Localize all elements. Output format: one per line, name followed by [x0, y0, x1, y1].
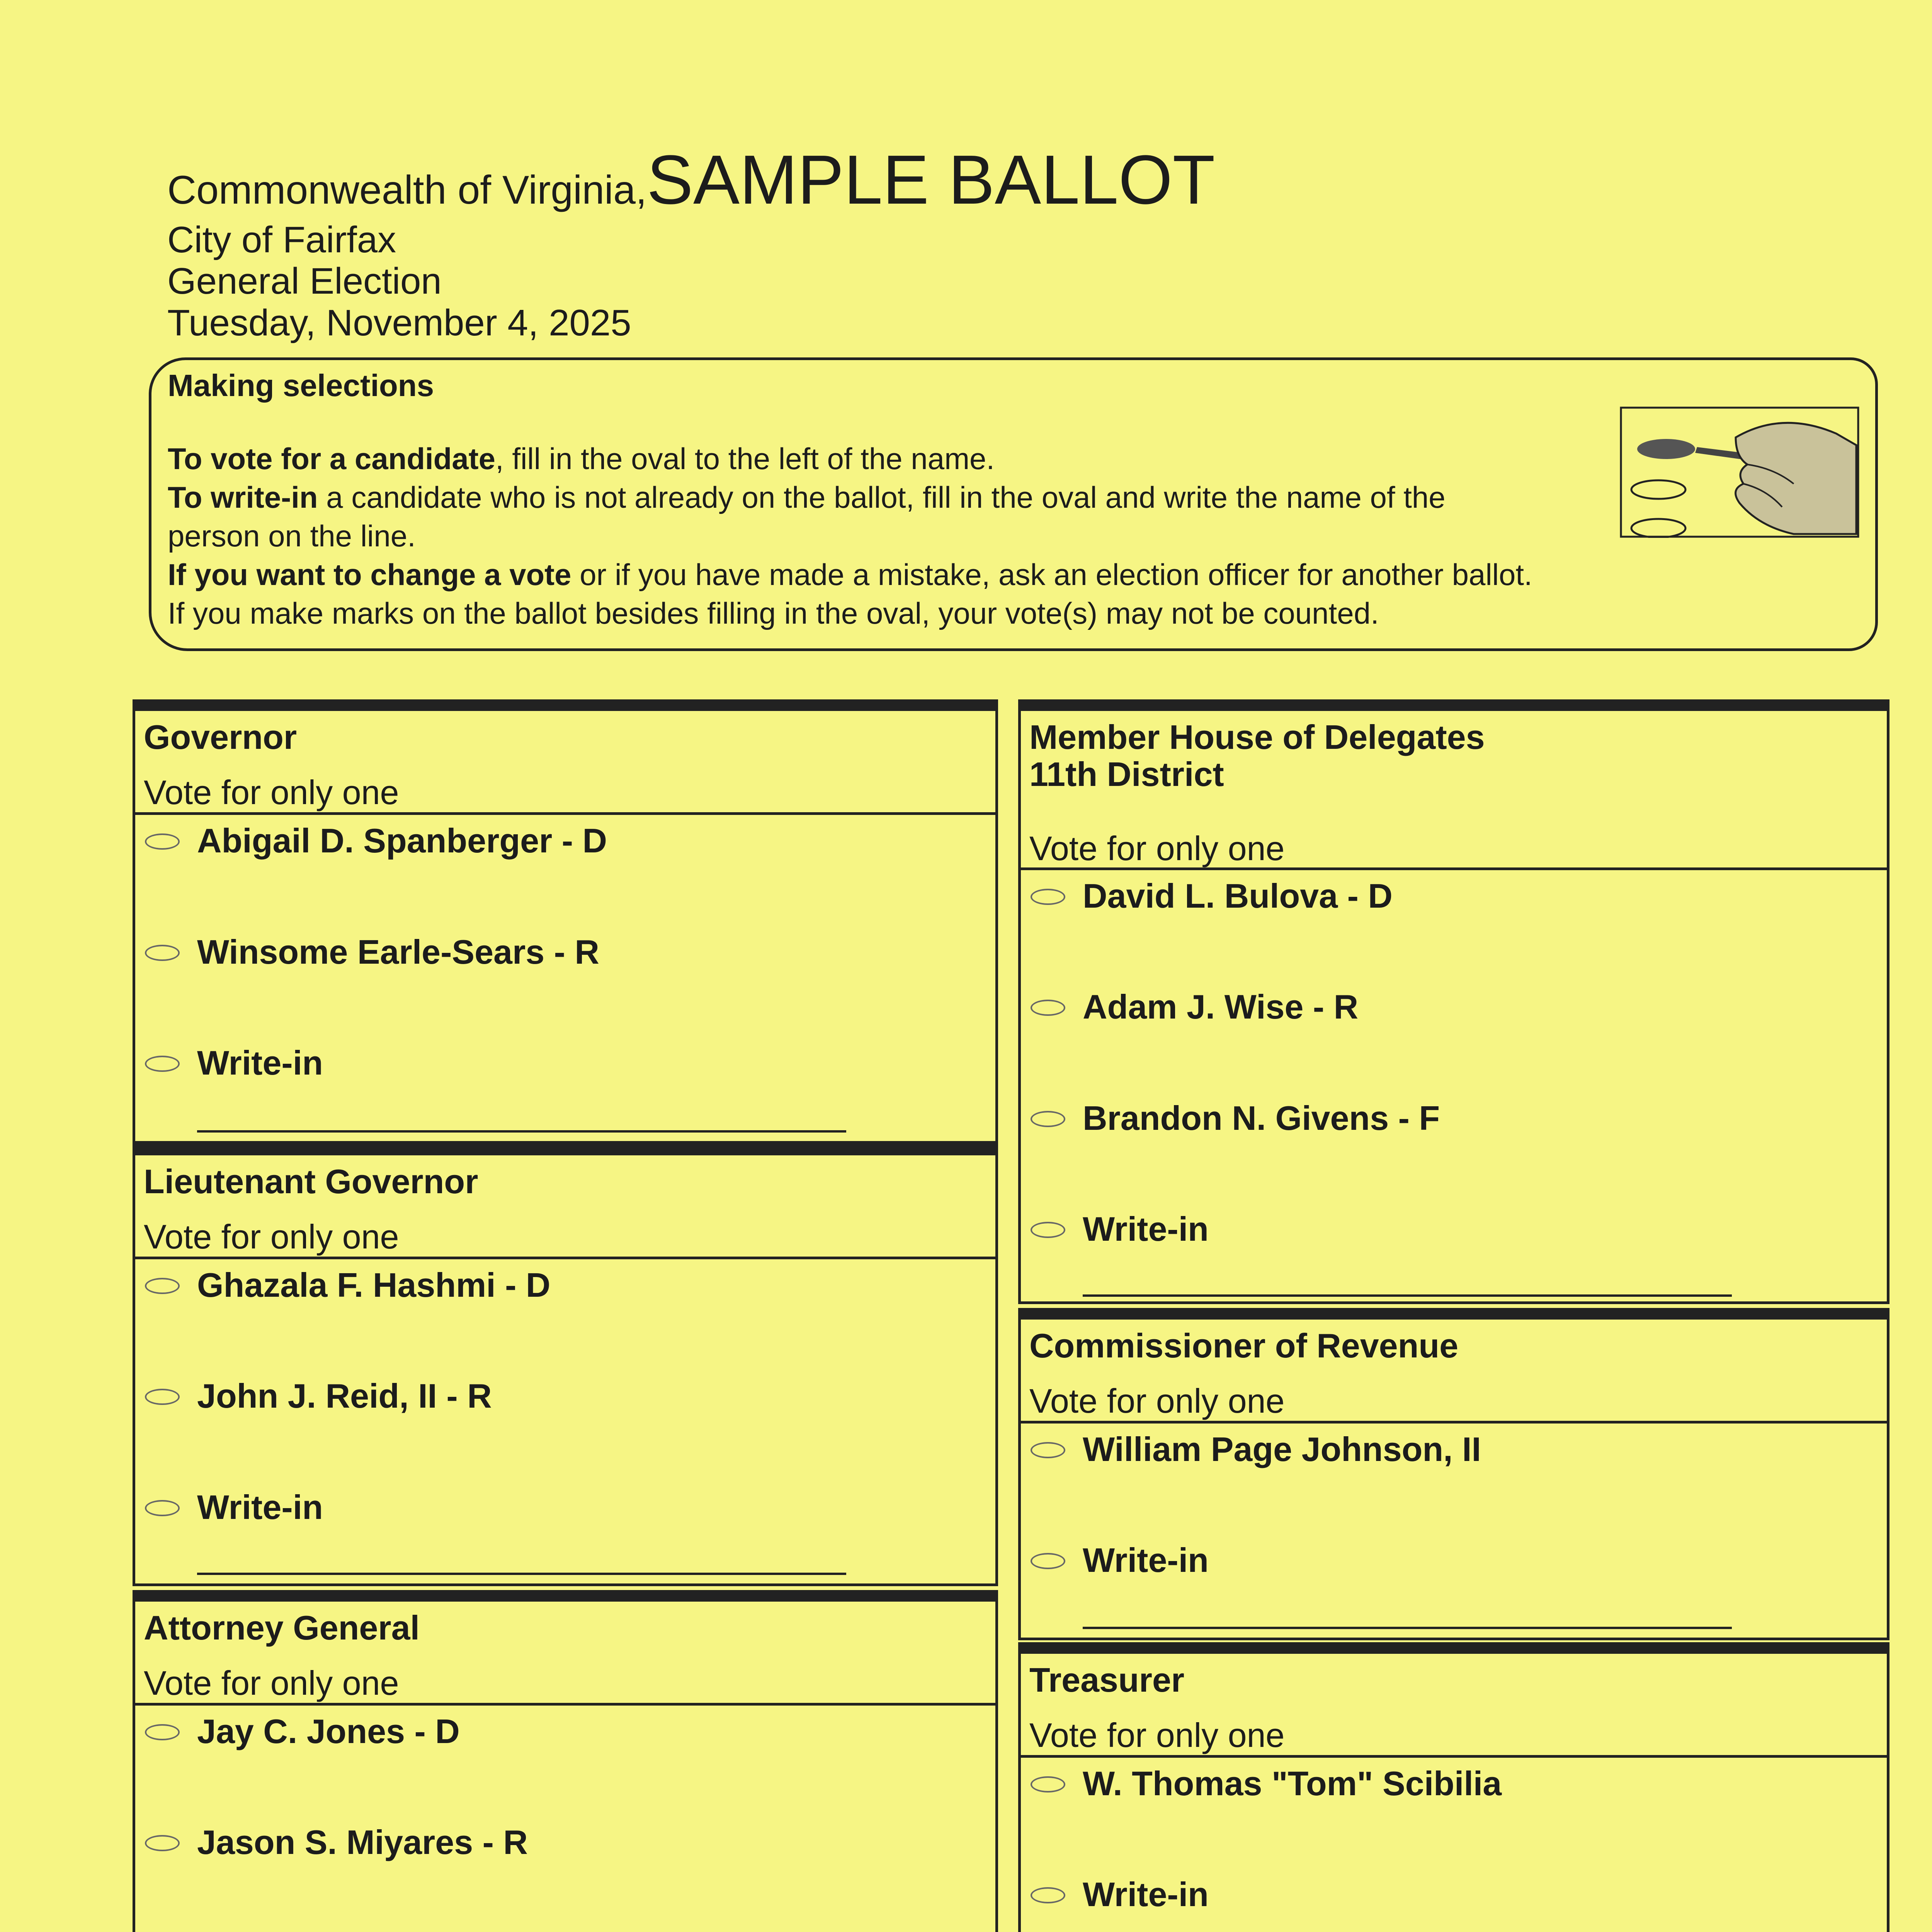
candidate-name: John J. Reid, II - R — [197, 1377, 492, 1415]
contest-title: Treasurer — [1029, 1661, 1185, 1699]
contest-title: Lieutenant Governor — [144, 1162, 478, 1201]
candidate-option[interactable] — [1021, 1099, 1832, 1137]
instruction-change: If you want to change a vote or if you have made a mistake, ask an election officer for another ballot. — [168, 558, 1532, 592]
contest-divider — [1021, 1421, 1887, 1423]
instructions-title: Making selections — [168, 368, 434, 403]
vote-oval[interactable] — [145, 1389, 180, 1405]
instruction-writein-cont: person on the line. — [168, 519, 416, 553]
write-in-line[interactable] — [1083, 1627, 1732, 1629]
candidate-name: Jason S. Miyares - R — [197, 1823, 528, 1861]
candidate-name: Winsome Earle-Sears - R — [197, 933, 599, 971]
vote-oval[interactable] — [1031, 1111, 1065, 1127]
vote-oval[interactable] — [145, 1056, 180, 1072]
instruction-writein: To write-in a candidate who is not already on the ballot, fill in the oval and write the name of the — [168, 480, 1446, 514]
election-label: General Election — [167, 260, 442, 302]
vote-oval[interactable] — [145, 1835, 180, 1851]
vote-oval[interactable] — [1031, 1553, 1065, 1569]
candidate-option[interactable] — [135, 821, 947, 860]
vote-oval[interactable] — [1031, 1887, 1065, 1903]
write-in-option[interactable] — [1021, 1875, 1832, 1913]
contest-title: Governor — [144, 718, 297, 756]
contest-district: 11th District — [1029, 755, 1224, 793]
instruction-marks: If you make marks on the ballot besides filling in the oval, your vote(s) may not be counted. — [168, 596, 1379, 630]
instructions-text — [168, 439, 1636, 633]
contest-instruction: Vote for only one — [144, 1664, 399, 1702]
contest-divider — [135, 1257, 995, 1259]
vote-oval[interactable] — [1031, 1442, 1065, 1458]
ballot-header — [167, 141, 1215, 344]
write-in-option[interactable] — [135, 1488, 947, 1526]
write-in-line[interactable] — [197, 1573, 846, 1575]
vote-oval[interactable] — [145, 1500, 180, 1516]
election-date: Tuesday, November 4, 2025 — [167, 302, 631, 344]
write-in-option[interactable] — [135, 1043, 947, 1082]
vote-oval[interactable] — [1031, 1776, 1065, 1793]
contest-divider — [1021, 867, 1887, 870]
contest-treasurer — [1018, 1642, 1889, 1932]
candidate-option[interactable] — [135, 1376, 947, 1415]
city-label: City of Fairfax — [167, 219, 396, 260]
contest-title: Commissioner of Revenue — [1029, 1327, 1459, 1365]
commonwealth-label: Commonwealth of Virginia, — [167, 168, 647, 213]
write-in-option[interactable] — [1021, 1209, 1832, 1248]
contest-lieutenant-governor — [133, 1144, 998, 1586]
vote-oval[interactable] — [145, 1724, 180, 1740]
contest-commissioner-of-revenue — [1018, 1308, 1889, 1640]
instructions-box — [149, 357, 1878, 651]
vote-oval[interactable] — [1031, 1222, 1065, 1238]
header-line-1 — [167, 141, 1215, 219]
candidate-option[interactable] — [135, 932, 947, 971]
hand-filling-oval-icon — [1620, 406, 1859, 538]
candidate-name: Abigail D. Spanberger - D — [197, 821, 607, 860]
write-in-line[interactable] — [197, 1130, 846, 1133]
write-in-line[interactable] — [1083, 1294, 1732, 1297]
write-in-label: Write-in — [1083, 1541, 1209, 1579]
write-in-label: Write-in — [197, 1044, 323, 1082]
candidate-option[interactable] — [135, 1712, 947, 1750]
instruction-vote: To vote for a candidate, fill in the oval to the left of the name. — [168, 442, 995, 476]
write-in-label: Write-in — [1083, 1210, 1209, 1248]
write-in-option[interactable] — [1021, 1541, 1832, 1579]
candidate-option[interactable] — [1021, 1430, 1832, 1468]
ballot-title: SAMPLE BALLOT — [646, 141, 1215, 219]
candidate-name: Jay C. Jones - D — [197, 1712, 460, 1750]
candidate-option[interactable] — [1021, 876, 1832, 915]
vote-oval[interactable] — [145, 833, 180, 850]
contest-title: Member House of Delegates — [1029, 718, 1485, 756]
contest-instruction: Vote for only one — [144, 1218, 399, 1256]
vote-oval[interactable] — [1031, 1000, 1065, 1016]
candidate-name: Brandon N. Givens - F — [1083, 1099, 1440, 1137]
vote-oval[interactable] — [1031, 889, 1065, 905]
contest-instruction: Vote for only one — [1029, 1716, 1285, 1754]
contest-divider — [1021, 1755, 1887, 1758]
contest-governor — [133, 699, 998, 1144]
vote-oval[interactable] — [145, 1278, 180, 1294]
contest-instruction: Vote for only one — [144, 773, 399, 811]
contest-instruction: Vote for only one — [1029, 829, 1285, 867]
contest-title: Attorney General — [144, 1609, 420, 1647]
contest-instruction: Vote for only one — [1029, 1382, 1285, 1420]
contest-house-of-delegates — [1018, 699, 1889, 1304]
candidate-name: Adam J. Wise - R — [1083, 988, 1359, 1026]
contest-attorney-general — [133, 1590, 998, 1932]
candidate-name: Ghazala F. Hashmi - D — [197, 1266, 551, 1304]
candidate-name: William Page Johnson, II — [1083, 1430, 1481, 1468]
write-in-label: Write-in — [1083, 1875, 1209, 1913]
candidate-option[interactable] — [1021, 1764, 1832, 1803]
candidate-option[interactable] — [1021, 987, 1832, 1026]
candidate-option[interactable] — [135, 1823, 947, 1861]
candidate-name: W. Thomas "Tom" Scibilia — [1083, 1764, 1502, 1803]
contest-divider — [135, 812, 995, 815]
candidate-name: David L. Bulova - D — [1083, 877, 1393, 915]
contest-divider — [135, 1703, 995, 1706]
vote-oval[interactable] — [145, 945, 180, 961]
write-in-label: Write-in — [197, 1488, 323, 1526]
candidate-option[interactable] — [135, 1265, 947, 1304]
